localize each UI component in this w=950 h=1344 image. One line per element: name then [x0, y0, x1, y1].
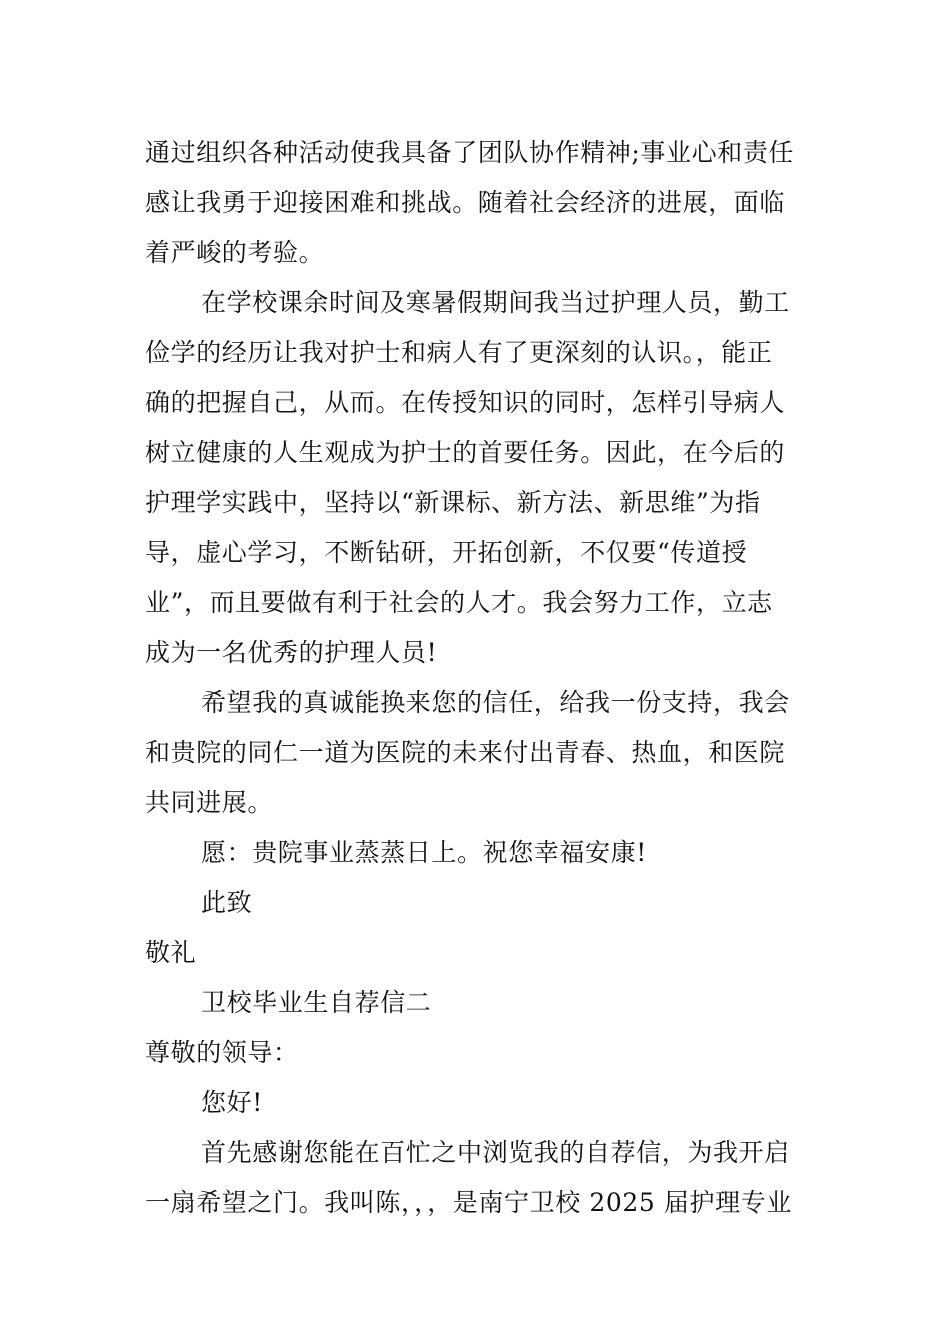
- section-title: 卫校毕业生自荐信二: [201, 988, 432, 1017]
- text-line: 一扇希望之门。我叫陈，，，是南宁卫校 2025 届护理专业: [145, 1188, 792, 1217]
- closing-salutation: 此致: [201, 888, 253, 917]
- greeting-hello: 您好!: [201, 1088, 263, 1117]
- text-line: 和贵院的同仁一道为医院的未来付出青春、热血，和医院: [145, 738, 786, 767]
- text-line: 导，虚心学习，不断钻研，开拓创新，不仅要“传道授: [145, 538, 748, 567]
- paragraph-start-line: 在学校课余时间及寒暑假期间我当过护理人员，勤工: [201, 288, 790, 317]
- greeting-recipient: 尊敬的领导：: [145, 1038, 299, 1067]
- document-page: [145, 128, 810, 1228]
- paragraph-start-line: 希望我的真诚能换来您的信任，给我一份支持，我会: [201, 688, 790, 717]
- paragraph-start-line: 首先感谢您能在百忙之中浏览我的自荐信，为我开启: [201, 1138, 790, 1167]
- text-line: 感让我勇于迎接困难和挑战。随着社会经济的进展，面临: [145, 188, 786, 217]
- text-line: 成为一名优秀的护理人员!: [145, 638, 438, 667]
- text-line: 通过组织各种活动使我具备了团队协作精神;事业心和责任: [145, 138, 795, 167]
- text-line: 确的把握自己，从而。在传授知识的同时，怎样引导病人: [145, 388, 786, 417]
- text-line: 护理学实践中，坚持以“新课标、新方法、新思维”为指: [145, 488, 761, 517]
- text-line: 树立健康的人生观成为护士的首要任务。因此，在今后的: [145, 438, 786, 467]
- closing-wish: 愿：贵院事业蒸蒸日上。祝您幸福安康!: [201, 838, 647, 867]
- text-line: 业”，而且要做有利于社会的人才。我会努力工作，立志: [145, 588, 773, 617]
- text-line: 着严峻的考验。: [145, 238, 325, 267]
- text-line: 共同进展。: [145, 788, 274, 817]
- text-line: 俭学的经历让我对护士和病人有了更深刻的认识。，能正: [145, 338, 773, 367]
- closing-regards: 敬礼: [145, 938, 197, 967]
